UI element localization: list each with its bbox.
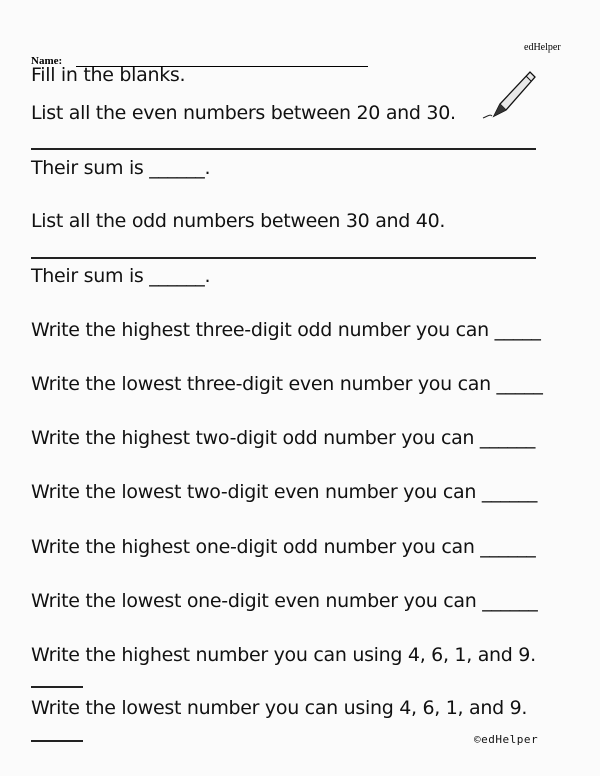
question-5: Write the highest three-digit odd number you can _____ — [31, 319, 541, 341]
question-7: Write the highest two-digit odd number you can ______ — [31, 427, 536, 449]
answer-line-1[interactable] — [31, 148, 536, 150]
question-8: Write the lowest two-digit even number you can ______ — [31, 481, 538, 503]
question-10: Write the lowest one-digit even number you can ______ — [31, 590, 538, 612]
question-3: List all the odd numbers between 30 and 40. — [31, 210, 446, 232]
question-12: Write the lowest number you can using 4, 6, 1, and 9. — [31, 697, 528, 719]
question-1: List all the even numbers between 20 and 30. — [31, 102, 456, 124]
question-4: Their sum is ______. — [31, 265, 211, 287]
question-9: Write the highest one-digit odd number you can ______ — [31, 536, 536, 558]
answer-line-2[interactable] — [31, 257, 536, 259]
copyright-label: ©edHelper — [474, 733, 539, 746]
answer-line-4[interactable] — [31, 740, 83, 742]
pencil-icon — [480, 66, 540, 126]
instructions: Fill in the blanks. — [31, 64, 186, 86]
answer-line-3[interactable] — [31, 686, 83, 688]
question-2: Their sum is ______. — [31, 157, 211, 179]
question-11: Write the highest number you can using 4, 6, 1, and 9. — [31, 644, 536, 666]
brand-label: edHelper — [524, 42, 561, 53]
question-6: Write the lowest three-digit even number you can _____ — [31, 373, 543, 395]
name-label: Name: — [31, 55, 63, 67]
